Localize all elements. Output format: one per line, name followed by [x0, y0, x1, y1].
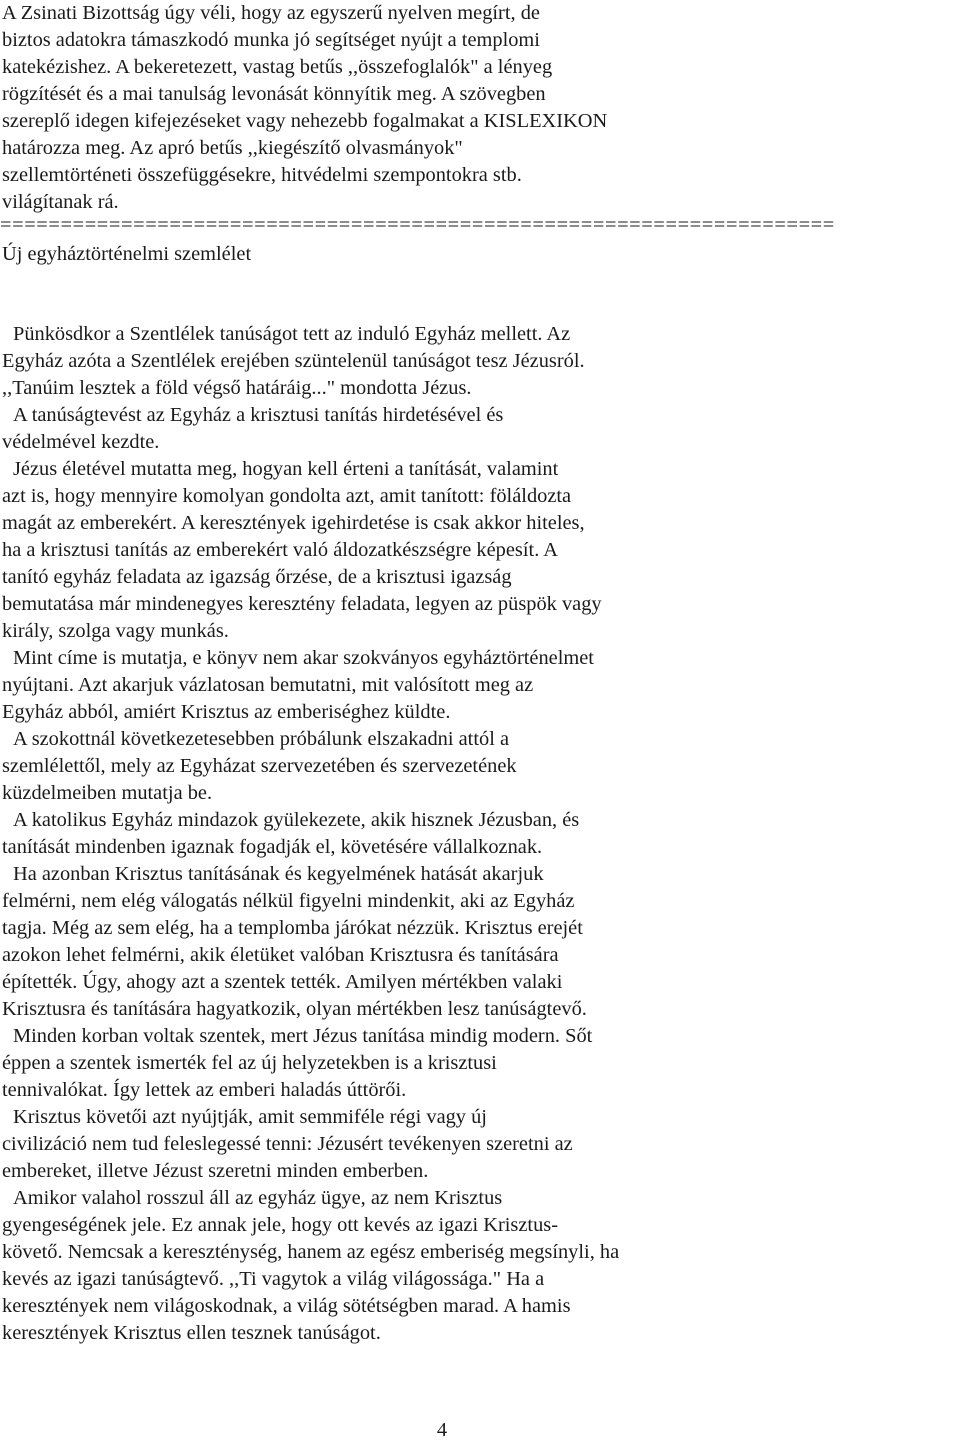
body-line: ,,Tanúim lesztek a föld végső határáig..." mondotta Jézus.	[2, 377, 472, 399]
intro-line: katekézishez. A bekeretezett, vastag betűs ,,összefoglalók" a lényeg	[2, 56, 553, 78]
body-line: keresztények nem világoskodnak, a világ sötétségben marad. A hamis	[2, 1295, 571, 1317]
intro-line: szereplő idegen kifejezéseket vagy nehezebb fogalmakat a KISLEXIKON	[2, 110, 608, 132]
body-line: építették. Úgy, ahogy azt a szentek tették. Amilyen mértékben valaki	[2, 971, 563, 993]
body-line: magát az emberekért. A keresztények igehirdetése is csak akkor hiteles,	[2, 512, 585, 534]
body-line: Egyház abból, amiért Krisztus az emberiséghez küldte.	[2, 701, 451, 723]
body-line: civilizáció nem tud feleslegessé tenni: Jézusért tevékenyen szeretni az	[2, 1133, 573, 1155]
intro-line: szellemtörténeti összefüggésekre, hitvédelmi szempontokra stb.	[2, 164, 522, 186]
body-line: ha a krisztusi tanítás az emberekért való áldozatkészségre képesít. A	[2, 539, 558, 561]
body-line: Egyház azóta a Szentlélek erejében szüntelenül tanúságot tesz Jézusról.	[2, 350, 585, 372]
body-text	[2, 321, 958, 1347]
intro-paragraph	[2, 0, 958, 216]
body-line: Jézus életével mutatta meg, hogyan kell érteni a tanítását, valamint	[13, 458, 559, 480]
body-line: kevés az igazi tanúságtevő. ,,Ti vagytok a világ világossága." Ha a	[2, 1268, 545, 1290]
body-line: A szokottnál következetesebben próbálunk elszakadni attól a	[13, 728, 510, 750]
body-line: nyújtani. Azt akarjuk vázlatosan bemutatni, mit valósított meg az	[2, 674, 534, 696]
page-number: 4	[436, 1419, 448, 1441]
body-line: védelmével kezdte.	[2, 431, 160, 453]
body-line: felmérni, nem elég válogatás nélkül figyelni mindenkit, aki az Egyház	[2, 890, 575, 912]
body-line: Pünkösdkor a Szentlélek tanúságot tett az induló Egyház mellett. Az	[13, 323, 571, 345]
body-line: király, szolga vagy munkás.	[2, 620, 229, 642]
body-line: azt is, hogy mennyire komolyan gondolta azt, amit tanított: föláldozta	[2, 485, 572, 507]
body-line: Minden korban voltak szentek, mert Jézus tanítása mindig modern. Sőt	[13, 1025, 593, 1047]
body-line: tagja. Még az sem elég, ha a templomba járókat nézzük. Krisztus erejét	[2, 917, 583, 939]
body-line: küzdelmeiben mutatja be.	[2, 782, 213, 804]
intro-line: biztos adatokra támaszkodó munka jó segítséget nyújt a templomi	[2, 29, 540, 51]
body-line: embereket, illetve Jézust szeretni minden emberben.	[2, 1160, 429, 1182]
body-line: Krisztus követői azt nyújtják, amit semmiféle régi vagy új	[13, 1106, 487, 1128]
body-line: bemutatása már mindenegyes keresztény feladata, legyen az püspök vagy	[2, 593, 602, 615]
body-line: A tanúságtevést az Egyház a krisztusi tanítás hirdetésével és	[13, 404, 504, 426]
body-line: keresztények Krisztus ellen tesznek tanúságot.	[2, 1322, 381, 1344]
body-line: Mint címe is mutatja, e könyv nem akar szokványos egyháztörténelmet	[13, 647, 594, 669]
section-divider: =====================================================================	[0, 214, 835, 236]
body-line: Amikor valahol rosszul áll az egyház ügye, az nem Krisztus	[13, 1187, 503, 1209]
intro-line: rögzítését és a mai tanulság levonását könnyítik meg. A szövegben	[2, 83, 546, 105]
body-line: tanító egyház feladata az igazság őrzése, de a krisztusi igazság	[2, 566, 512, 588]
body-line: éppen a szentek ismerték fel az új helyzetekben is a krisztusi	[2, 1052, 497, 1074]
body-line: Krisztusra és tanítására hagyatkozik, olyan mértékben lesz tanúságtevő.	[2, 998, 587, 1020]
body-line: Ha azonban Krisztus tanításának és kegyelmének hatását akarjuk	[13, 863, 544, 885]
body-line: tanítását mindenben igaznak fogadják el, követésére vállalkoznak.	[2, 836, 543, 858]
intro-line: A Zsinati Bizottság úgy véli, hogy az egyszerű nyelven megírt, de	[2, 2, 540, 24]
body-line: A katolikus Egyház mindazok gyülekezete, akik hisznek Jézusban, és	[13, 809, 580, 831]
body-line: gyengeségének jele. Ez annak jele, hogy ott kevés az igazi Krisztus-	[2, 1214, 558, 1236]
body-line: tennivalókat. Így lettek az emberi haladás úttörői.	[2, 1079, 407, 1101]
section-title: Új egyháztörténelmi szemlélet	[2, 243, 252, 265]
intro-line: világítanak rá.	[2, 191, 119, 213]
body-line: követő. Nemcsak a kereszténység, hanem az egész emberiség megsínyli, ha	[2, 1241, 620, 1263]
body-line: szemlélettől, mely az Egyházat szervezetében és szervezetének	[2, 755, 517, 777]
body-line: azokon lehet felmérni, akik életüket valóban Krisztusra és tanítására	[2, 944, 559, 966]
intro-line: határozza meg. Az apró betűs ,,kiegészítő olvasmányok"	[2, 137, 463, 159]
